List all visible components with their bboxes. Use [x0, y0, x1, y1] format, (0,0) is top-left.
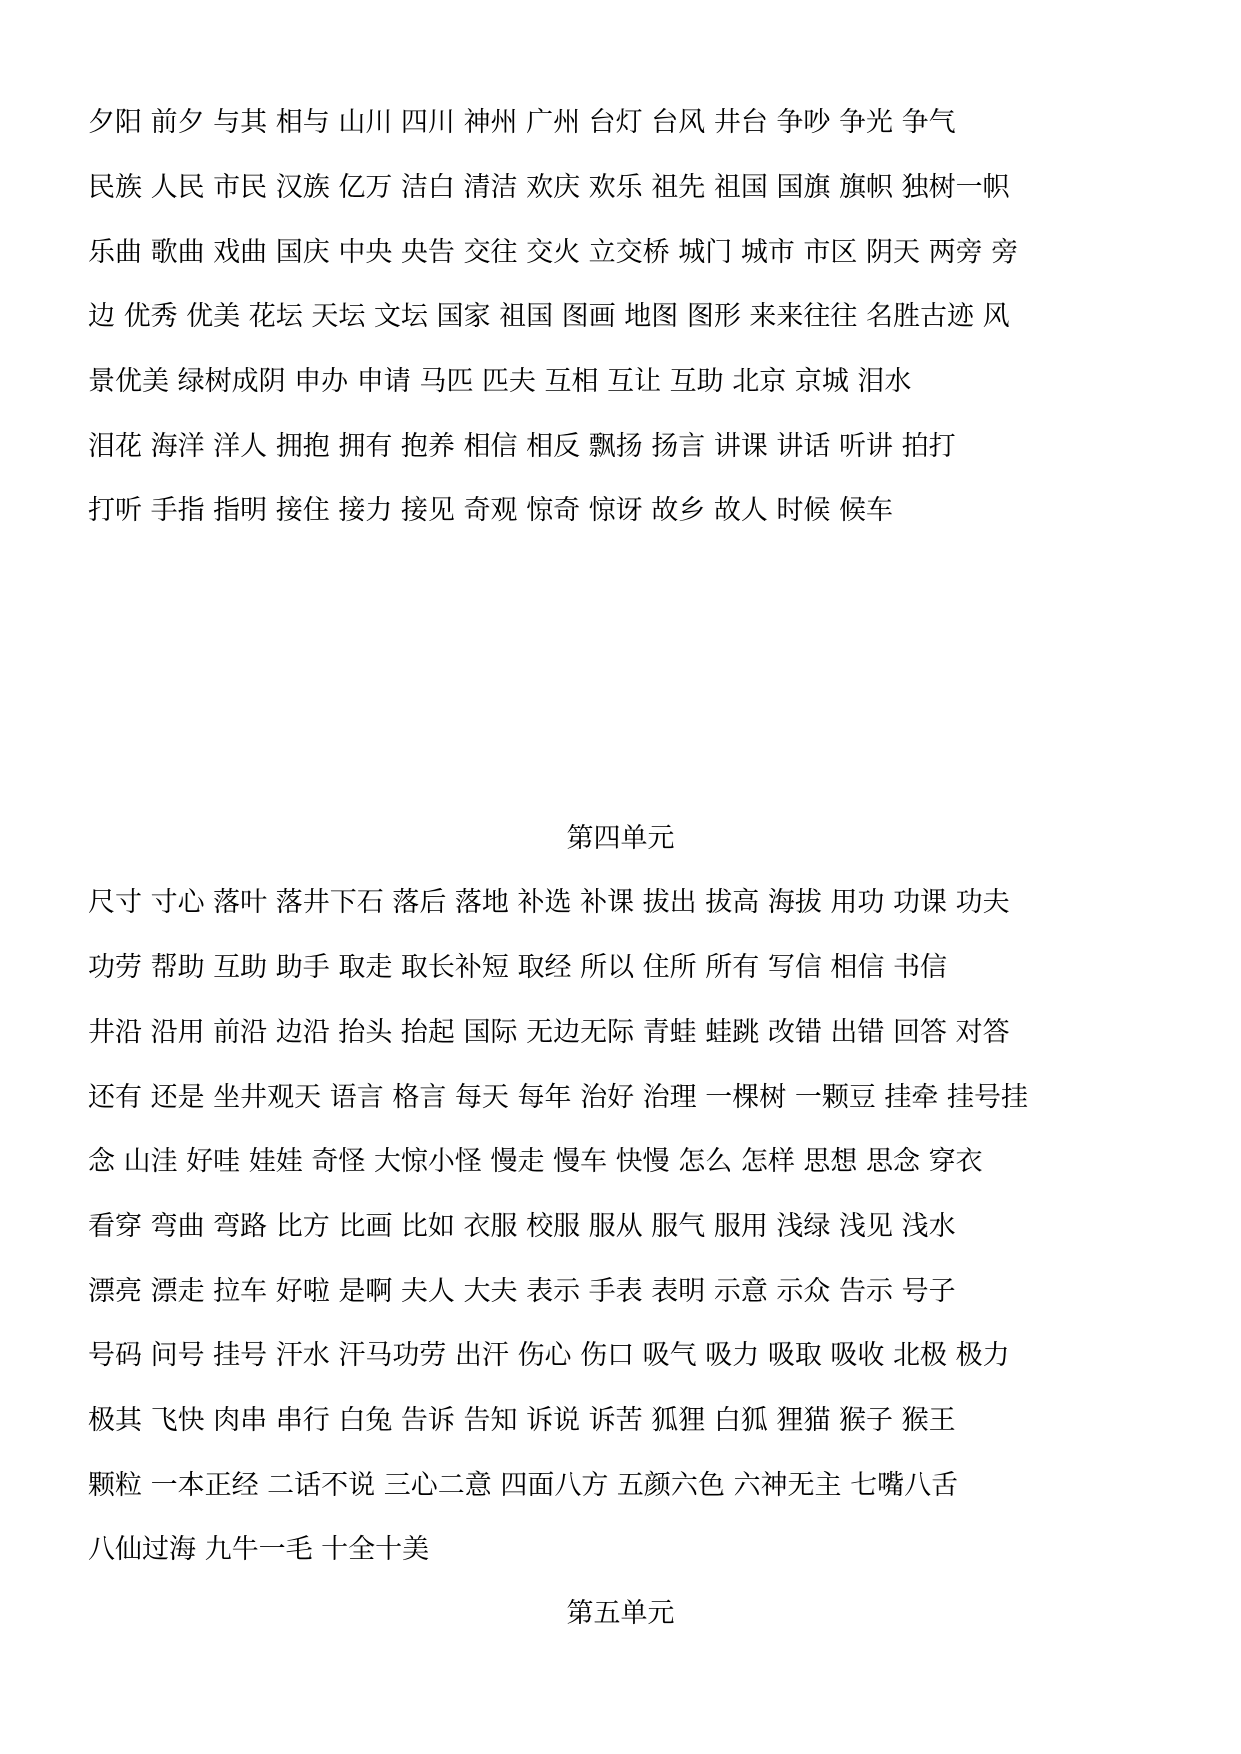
word-line: 民族 人民 市民 汉族 亿万 洁白 清洁 欢庆 欢乐 祖先 祖国 国旗 旗帜 独树一帜 [88, 172, 1010, 203]
unit-five-heading: 第五单元 [566, 1598, 675, 1629]
word-line: 漂亮 漂走 拉车 好啦 是啊 夫人 大夫 表示 手表 表明 示意 示众 告示 号子 [88, 1276, 956, 1307]
word-line: 功劳 帮助 互助 助手 取走 取长补短 取经 所以 住所 所有 写信 相信 书信 [88, 952, 947, 983]
word-line: 极其 飞快 肉串 串行 白兔 告诉 告知 诉说 诉苦 狐狸 白狐 狸猫 猴子 猴王 [88, 1405, 956, 1436]
word-line: 乐曲 歌曲 戏曲 国庆 中央 央告 交往 交火 立交桥 城门 城市 市区 阴天 两旁 旁 [88, 237, 1019, 268]
word-line: 泪花 海洋 洋人 拥抱 拥有 抱养 相信 相反 飘扬 扬言 讲课 讲话 听讲 拍打 [88, 431, 956, 462]
unit-four-heading: 第四单元 [566, 823, 675, 854]
word-line: 尺寸 寸心 落叶 落井下石 落后 落地 补选 补课 拔出 拔高 海拔 用功 功课 功夫 [88, 887, 1010, 918]
word-line: 看穿 弯曲 弯路 比方 比画 比如 衣服 校服 服从 服气 服用 浅绿 浅见 浅水 [88, 1211, 956, 1242]
word-line: 井沿 沿用 前沿 边沿 抬头 抬起 国际 无边无际 青蛙 蛙跳 改错 出错 回答 对答 [88, 1017, 1010, 1048]
word-line: 号码 问号 挂号 汗水 汗马功劳 出汗 伤心 伤口 吸气 吸力 吸取 吸收 北极 极力 [88, 1340, 1010, 1371]
word-line: 还有 还是 坐井观天 语言 格言 每天 每年 治好 治理 一棵树 一颗豆 挂牵 挂号挂 [88, 1082, 1028, 1113]
word-line: 边 优秀 优美 花坛 天坛 文坛 国家 祖国 图画 地图 图形 来来往往 名胜古迹 风 [88, 301, 1010, 332]
word-line: 夕阳 前夕 与其 相与 山川 四川 神州 广州 台灯 台风 井台 争吵 争光 争气 [88, 107, 956, 138]
word-line: 念 山洼 好哇 娃娃 奇怪 大惊小怪 慢走 慢车 快慢 怎么 怎样 思想 思念 穿衣 [88, 1146, 983, 1177]
word-line: 打听 手指 指明 接住 接力 接见 奇观 惊奇 惊讶 故乡 故人 时候 候车 [88, 495, 893, 526]
word-line: 颗粒 一本正经 二话不说 三心二意 四面八方 五颜六色 六神无主 七嘴八舌 [88, 1470, 959, 1501]
word-line: 景优美 绿树成阴 申办 申请 马匹 匹夫 互相 互让 互助 北京 京城 泪水 [88, 366, 912, 397]
word-line: 八仙过海 九牛一毛 十全十美 [88, 1534, 430, 1565]
